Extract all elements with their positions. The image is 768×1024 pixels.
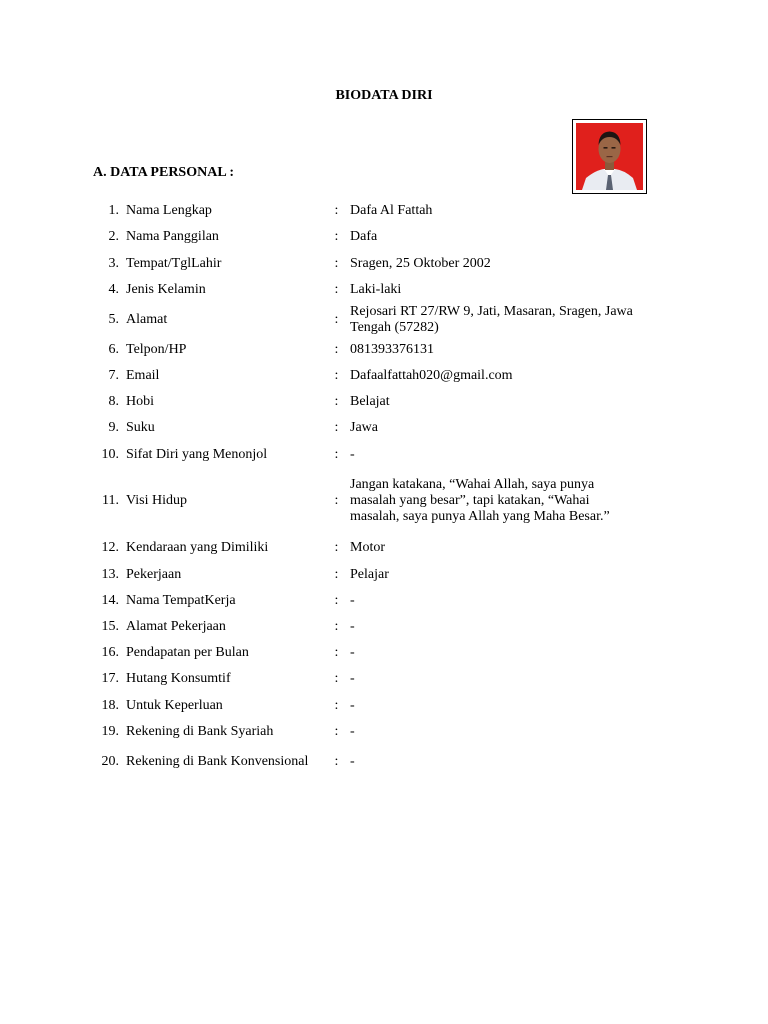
- row-label: Pekerjaan: [126, 567, 182, 582]
- row-value: -: [350, 698, 355, 713]
- row-separator: :: [334, 593, 339, 608]
- row-number: 17.: [101, 671, 119, 686]
- row-label: Suku: [126, 420, 155, 435]
- row-separator: :: [334, 312, 339, 327]
- biodata-row: [0, 540, 768, 556]
- row-label: Nama Lengkap: [126, 203, 212, 218]
- row-separator: :: [334, 724, 339, 739]
- biodata-row: [0, 724, 768, 740]
- row-label: Kendaraan yang Dimiliki: [126, 540, 269, 555]
- row-value: Laki-laki: [350, 282, 402, 297]
- row-value: -: [350, 619, 355, 634]
- row-separator: :: [334, 645, 339, 660]
- row-label: Hobi: [126, 394, 154, 409]
- row-number: 13.: [101, 567, 119, 582]
- row-number: 15.: [101, 619, 119, 634]
- row-label: Jenis Kelamin: [126, 282, 206, 297]
- biodata-row: [0, 698, 768, 714]
- row-value: Sragen, 25 Oktober 2002: [350, 256, 491, 271]
- biodata-row: [0, 619, 768, 635]
- row-value: -: [350, 671, 355, 686]
- row-number: 9.: [108, 420, 119, 435]
- person-photo-icon: [576, 123, 643, 190]
- biodata-row: [0, 394, 768, 410]
- row-number: 3.: [108, 256, 119, 271]
- row-separator: :: [334, 493, 339, 508]
- biodata-row: [0, 467, 768, 535]
- row-label: Nama Panggilan: [126, 229, 219, 244]
- row-separator: :: [334, 394, 339, 409]
- passport-photo: [572, 119, 647, 194]
- row-value: 081393376131: [350, 342, 434, 357]
- row-label: Rekening di Bank Syariah: [126, 724, 274, 739]
- biodata-row: [0, 420, 768, 436]
- row-number: 20.: [101, 754, 119, 769]
- row-value: Motor: [350, 540, 385, 555]
- row-value: -: [350, 593, 355, 608]
- row-label: Untuk Keperluan: [126, 698, 223, 713]
- biodata-row: [0, 447, 768, 463]
- biodata-row: [0, 745, 768, 779]
- row-label: Hutang Konsumtif: [126, 671, 231, 686]
- row-separator: :: [334, 671, 339, 686]
- biodata-row: [0, 342, 768, 358]
- row-number: 8.: [108, 394, 119, 409]
- row-number: 2.: [108, 229, 119, 244]
- row-value: Dafa Al Fattah: [350, 203, 433, 218]
- biodata-row: [0, 671, 768, 687]
- row-label: Visi Hidup: [126, 493, 187, 508]
- row-number: 1.: [108, 203, 119, 218]
- row-value: -: [350, 447, 355, 462]
- row-separator: :: [334, 754, 339, 769]
- row-label: Email: [126, 368, 160, 383]
- row-value: -: [350, 645, 355, 660]
- row-value: Jawa: [350, 420, 378, 435]
- biodata-row: [0, 368, 768, 384]
- row-separator: :: [334, 540, 339, 555]
- row-number: 6.: [108, 342, 119, 357]
- row-separator: :: [334, 698, 339, 713]
- row-separator: :: [334, 619, 339, 634]
- row-separator: :: [334, 368, 339, 383]
- section-title: A. DATA PERSONAL :: [93, 165, 235, 180]
- row-label: Telpon/HP: [126, 342, 187, 357]
- row-number: 14.: [101, 593, 119, 608]
- row-value: Dafa: [350, 229, 378, 244]
- document-title: BIODATA DIRI: [335, 88, 433, 103]
- row-value: -: [350, 724, 355, 739]
- row-label: Alamat: [126, 312, 168, 327]
- biodata-row: [0, 282, 768, 298]
- row-label: Nama TempatKerja: [126, 593, 236, 608]
- row-number: 16.: [101, 645, 119, 660]
- row-label: Pendapatan per Bulan: [126, 645, 249, 660]
- biodata-row: [0, 567, 768, 583]
- row-separator: :: [334, 256, 339, 271]
- row-value: Belajat: [350, 394, 390, 409]
- row-label: Alamat Pekerjaan: [126, 619, 226, 634]
- row-number: 18.: [101, 698, 119, 713]
- row-value: Jangan katakana, “Wahai Allah, saya punya masalah yang besar”, tapi katakan, “Wahai masalah, saya punya Allah yang Maha Besar.”: [350, 477, 610, 524]
- row-separator: :: [334, 447, 339, 462]
- row-separator: :: [334, 229, 339, 244]
- biodata-row: [0, 256, 768, 272]
- biodata-row: [0, 303, 768, 337]
- row-separator: :: [334, 342, 339, 357]
- biodata-row: [0, 203, 768, 219]
- row-number: 19.: [101, 724, 119, 739]
- biodata-row: [0, 593, 768, 609]
- row-label: Tempat/TglLahir: [126, 256, 222, 271]
- row-value: -: [350, 754, 355, 769]
- row-number: 11.: [102, 493, 119, 508]
- biodata-row: [0, 645, 768, 661]
- row-number: 4.: [108, 282, 119, 297]
- row-separator: :: [334, 420, 339, 435]
- row-separator: :: [334, 567, 339, 582]
- row-number: 12.: [101, 540, 119, 555]
- row-number: 5.: [108, 312, 119, 327]
- row-label: Rekening di Bank Konvensional: [126, 754, 309, 769]
- biodata-row: [0, 229, 768, 245]
- row-label: Sifat Diri yang Menonjol: [126, 447, 268, 462]
- row-number: 7.: [108, 368, 119, 383]
- row-number: 10.: [101, 447, 119, 462]
- row-value: Pelajar: [350, 567, 389, 582]
- row-value: Rejosari RT 27/RW 9, Jati, Masaran, Sragen, Jawa Tengah (57282): [350, 304, 633, 335]
- row-separator: :: [334, 203, 339, 218]
- row-separator: :: [334, 282, 339, 297]
- row-value: Dafaalfattah020@gmail.com: [350, 368, 513, 383]
